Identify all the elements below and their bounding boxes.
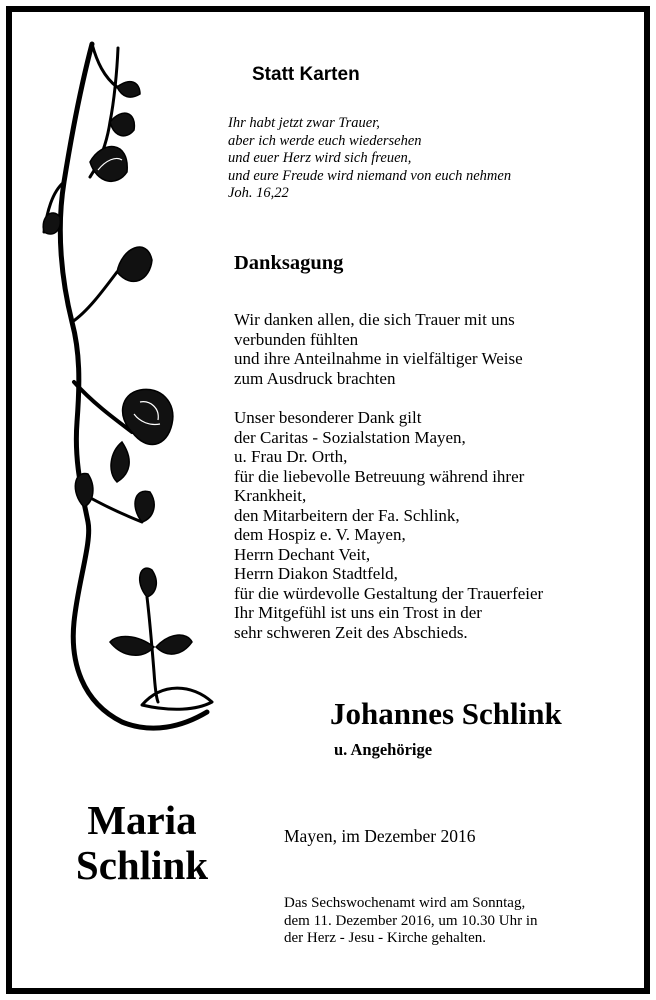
text-line: Wir danken allen, die sich Trauer mit uns [234, 310, 515, 329]
text-line: verbunden fühlten [234, 329, 359, 349]
text-line: und ihre Anteilnahme in vielfältiger Weise [234, 349, 523, 368]
signer-subtitle: u. Angehörige [334, 740, 433, 759]
rose-vine-drawing-icon [22, 22, 222, 742]
notice-line: Das Sechswochenamt wird am Sonntag, [284, 895, 526, 911]
text-line: Unser besonderer Dank gilt [234, 408, 422, 427]
danksagung-title: Danksagung [234, 252, 344, 274]
verse-line: und euer Herz wird sich freuen, [228, 150, 412, 166]
text-line: der Caritas - Sozialstation Mayen, [234, 427, 466, 447]
verse-line: aber ich werde euch wiedersehen [228, 132, 422, 149]
text-line: dem Hospiz e. V. Mayen, [234, 525, 406, 544]
mass-notice [284, 895, 644, 948]
deceased-name [52, 798, 232, 888]
place-date: Mayen, im Dezember 2016 [284, 826, 476, 846]
signer-name: Johannes Schlink [330, 696, 562, 731]
text-line: Krankheit, [234, 486, 307, 505]
deceased-last-name: Schlink [75, 842, 209, 888]
bible-verse [228, 115, 628, 203]
statt-karten-heading: Statt Karten [252, 64, 360, 85]
notice-line: dem 11. Dezember 2016, um 10.30 Uhr in [284, 912, 538, 929]
notice-line: der Herz - Jesu - Kirche gehalten. [284, 930, 486, 946]
text-line: sehr schweren Zeit des Abschieds. [234, 622, 468, 642]
text-line: Herrn Diakon Stadtfeld, [234, 564, 398, 583]
verse-line: Ihr habt jetzt zwar Trauer, [228, 115, 380, 131]
text-line: zum Ausdruck brachten [234, 368, 396, 388]
verse-reference: Joh. 16,22 [228, 185, 289, 201]
text-line: den Mitarbeitern der Fa. Schlink, [234, 505, 460, 525]
text-line: Herrn Dechant Veit, [234, 544, 371, 564]
verse-line: und eure Freude wird niemand von euch nehmen [228, 167, 512, 184]
deceased-first-name: Maria [87, 797, 197, 843]
obituary-frame [6, 6, 650, 994]
text-line: für die würdevolle Gestaltung der Trauerfeier [234, 583, 544, 603]
thanks-paragraph-2 [234, 408, 654, 642]
text-line: Ihr Mitgefühl ist uns ein Trost in der [234, 603, 482, 622]
thanks-paragraph-1 [234, 310, 654, 388]
text-line: für die liebevolle Betreuung während ihrer [234, 466, 525, 486]
text-line: u. Frau Dr. Orth, [234, 447, 348, 466]
